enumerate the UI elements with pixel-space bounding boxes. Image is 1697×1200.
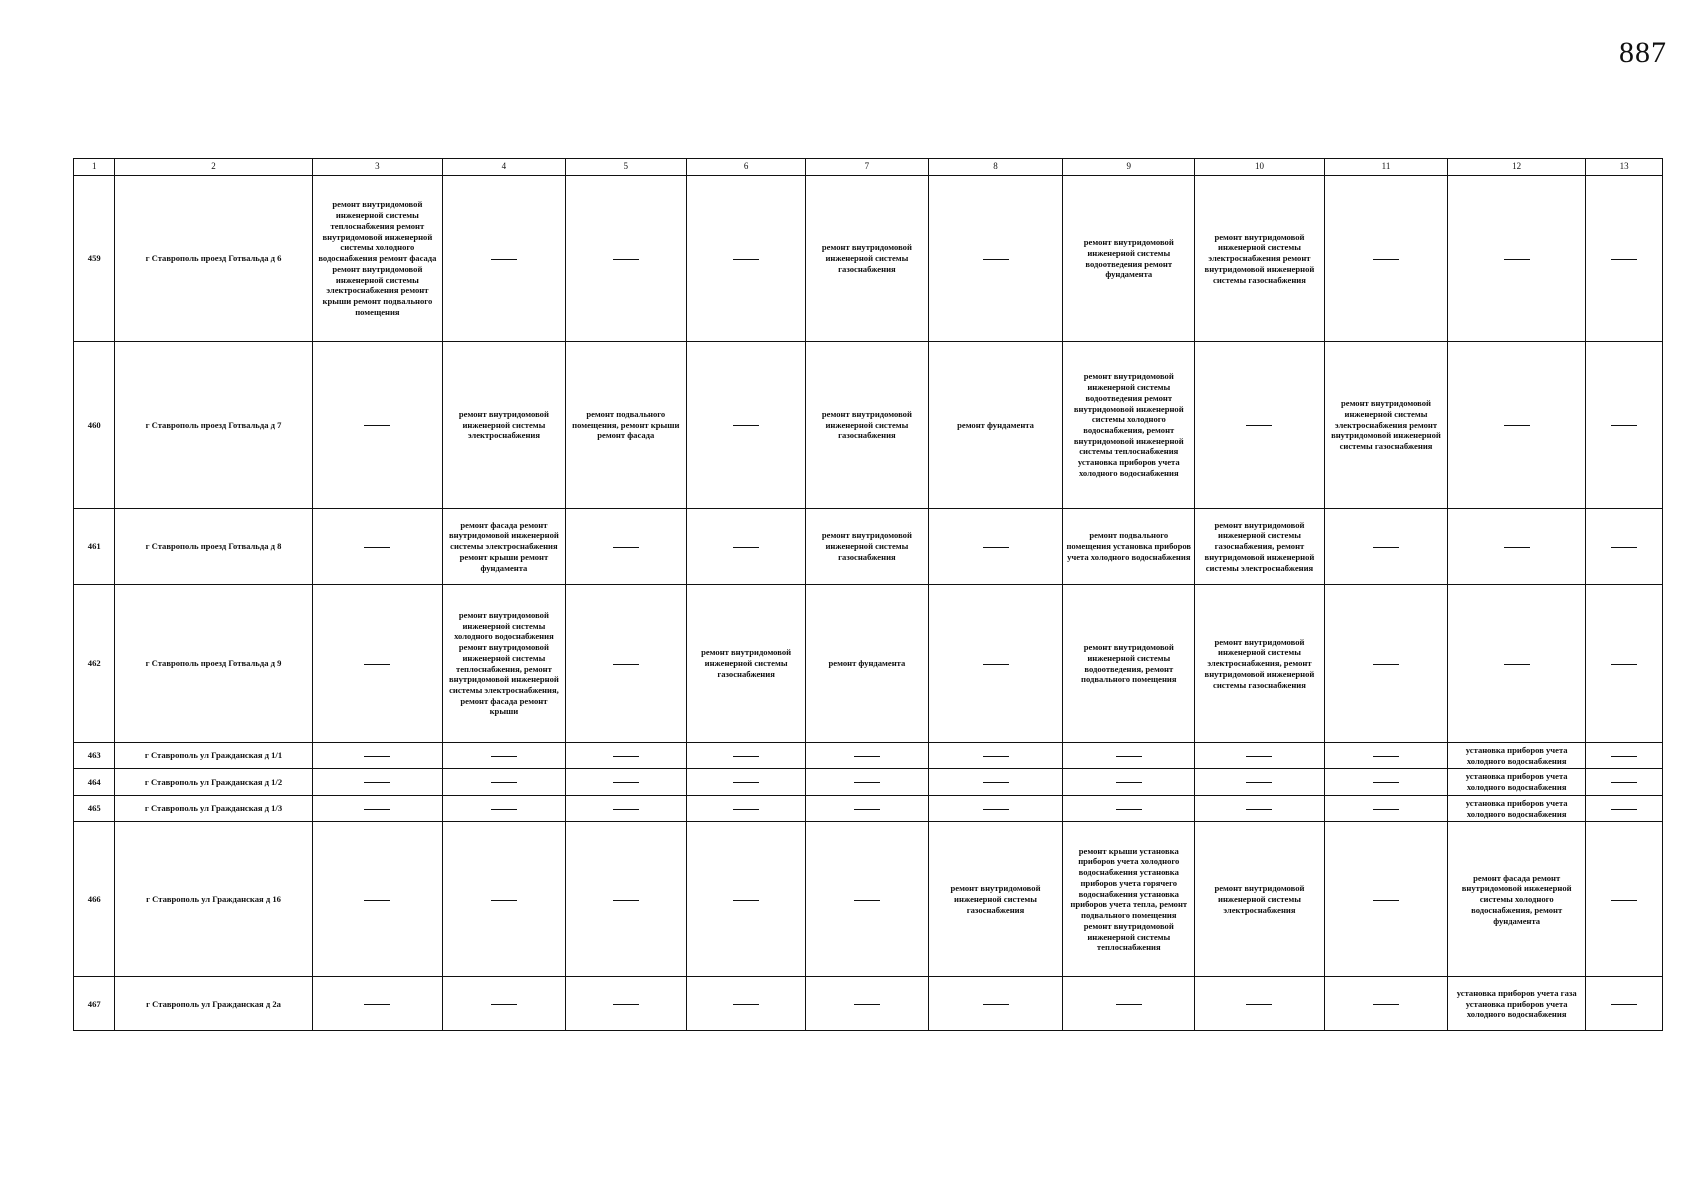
dash-mark — [491, 1004, 517, 1005]
work-cell: ремонт внутридомовой инженерной системы холодного водоснабжения ремонт внутридомовой инженерной системы теплоснабжения, ремонт внутридомовой инженерной системы электроснабжения, ремонт фасада ремонт крыши — [443, 585, 565, 743]
dash-mark — [1373, 809, 1399, 810]
column-header: 11 — [1324, 159, 1447, 176]
empty-cell — [1586, 822, 1663, 977]
dash-mark — [1504, 547, 1530, 548]
table-body — [74, 176, 1663, 1031]
row-number: 464 — [74, 769, 115, 795]
empty-cell — [686, 743, 805, 769]
empty-cell — [1195, 342, 1325, 509]
work-cell: установка приборов учета газа установка приборов учета холодного водоснабжения — [1448, 977, 1586, 1031]
empty-cell — [806, 795, 928, 821]
works-table — [73, 158, 1663, 1031]
empty-cell — [928, 795, 1063, 821]
empty-cell — [565, 509, 686, 585]
dash-mark — [1504, 664, 1530, 665]
empty-cell — [686, 977, 805, 1031]
dash-mark — [491, 756, 517, 757]
empty-cell — [686, 769, 805, 795]
dash-mark — [613, 547, 639, 548]
empty-cell — [928, 509, 1063, 585]
address-cell: г Ставрополь проезд Готвальда д 6 — [115, 176, 312, 342]
dash-mark — [1611, 664, 1637, 665]
dash-mark — [733, 1004, 759, 1005]
work-cell: ремонт внутридомовой инженерной системы газоснабжения — [806, 342, 928, 509]
table-row — [74, 509, 1663, 585]
dash-mark — [1116, 1004, 1142, 1005]
work-cell: установка приборов учета холодного водоснабжения — [1448, 795, 1586, 821]
empty-cell — [1448, 176, 1586, 342]
work-cell: ремонт внутридомовой инженерной системы газоснабжения — [928, 822, 1063, 977]
empty-cell — [565, 769, 686, 795]
empty-cell — [1195, 977, 1325, 1031]
dash-mark — [491, 782, 517, 783]
dash-mark — [1611, 809, 1637, 810]
empty-cell — [928, 769, 1063, 795]
dash-mark — [364, 756, 390, 757]
dash-mark — [983, 259, 1009, 260]
dash-mark — [613, 259, 639, 260]
column-header: 13 — [1586, 159, 1663, 176]
empty-cell — [1586, 509, 1663, 585]
empty-cell — [806, 769, 928, 795]
work-cell: ремонт крыши установка приборов учета холодного водоснабжения установка приборов учета горячего водоснабжения установка приборов учета тепла, ремонт подвального помещения ремонт внутридомовой инженерной системы теплоснабжения — [1063, 822, 1195, 977]
dash-mark — [733, 547, 759, 548]
work-cell: ремонт внутридомовой инженерной системы электроснабжения — [1195, 822, 1325, 977]
work-cell: ремонт фасада ремонт внутридомовой инженерной системы электроснабжения ремонт крыши ремонт фундамента — [443, 509, 565, 585]
dash-mark — [983, 1004, 1009, 1005]
empty-cell — [443, 977, 565, 1031]
dash-mark — [1373, 664, 1399, 665]
empty-cell — [443, 795, 565, 821]
dash-mark — [1116, 782, 1142, 783]
empty-cell — [1586, 585, 1663, 743]
dash-mark — [364, 809, 390, 810]
empty-cell — [443, 822, 565, 977]
column-header: 4 — [443, 159, 565, 176]
address-cell: г Ставрополь проезд Готвальда д 9 — [115, 585, 312, 743]
work-cell: ремонт фасада ремонт внутридомовой инженерной системы холодного водоснабжения, ремонт фундамента — [1448, 822, 1586, 977]
dash-mark — [491, 259, 517, 260]
dash-mark — [1246, 782, 1272, 783]
dash-mark — [1373, 547, 1399, 548]
empty-cell — [1195, 769, 1325, 795]
work-cell: ремонт внутридомовой инженерной системы электроснабжения, ремонт внутридомовой инженерной системы газоснабжения — [1195, 585, 1325, 743]
dash-mark — [983, 756, 1009, 757]
dash-mark — [733, 900, 759, 901]
row-number: 460 — [74, 342, 115, 509]
empty-cell — [806, 743, 928, 769]
dash-mark — [854, 900, 880, 901]
dash-mark — [1116, 756, 1142, 757]
column-header: 10 — [1195, 159, 1325, 176]
work-cell: ремонт внутридомовой инженерной системы газоснабжения — [806, 176, 928, 342]
empty-cell — [928, 176, 1063, 342]
empty-cell — [1324, 509, 1447, 585]
work-cell: ремонт внутридомовой инженерной системы электроснабжения — [443, 342, 565, 509]
table-row — [74, 176, 1663, 342]
empty-cell — [1324, 822, 1447, 977]
address-cell: г Ставрополь проезд Готвальда д 7 — [115, 342, 312, 509]
dash-mark — [1246, 756, 1272, 757]
address-cell: г Ставрополь ул Гражданская д 1/3 — [115, 795, 312, 821]
empty-cell — [1063, 743, 1195, 769]
dash-mark — [1246, 809, 1272, 810]
address-cell: г Ставрополь ул Гражданская д 16 — [115, 822, 312, 977]
row-number: 465 — [74, 795, 115, 821]
dash-mark — [491, 809, 517, 810]
dash-mark — [1373, 1004, 1399, 1005]
column-header: 12 — [1448, 159, 1586, 176]
dash-mark — [1611, 1004, 1637, 1005]
row-number: 459 — [74, 176, 115, 342]
address-cell: г Ставрополь ул Гражданская д 1/1 — [115, 743, 312, 769]
dash-mark — [854, 809, 880, 810]
dash-mark — [1611, 756, 1637, 757]
empty-cell — [1063, 977, 1195, 1031]
row-number: 467 — [74, 977, 115, 1031]
empty-cell — [312, 509, 443, 585]
page-number: 887 — [1619, 36, 1667, 69]
empty-cell — [1063, 795, 1195, 821]
empty-cell — [1586, 176, 1663, 342]
work-cell: ремонт внутридомовой инженерной системы водоотведения, ремонт подвального помещения — [1063, 585, 1195, 743]
dash-mark — [364, 664, 390, 665]
address-cell: г Ставрополь проезд Готвальда д 8 — [115, 509, 312, 585]
empty-cell — [1324, 743, 1447, 769]
row-number: 463 — [74, 743, 115, 769]
address-cell: г Ставрополь ул Гражданская д 1/2 — [115, 769, 312, 795]
work-cell: установка приборов учета холодного водоснабжения — [1448, 769, 1586, 795]
empty-cell — [1448, 342, 1586, 509]
dash-mark — [1611, 782, 1637, 783]
dash-mark — [613, 809, 639, 810]
dash-mark — [733, 425, 759, 426]
work-cell: ремонт внутридомовой инженерной системы водоотведения ремонт внутридомовой инженерной системы холодного водоснабжения, ремонт внутридомовой инженерной системы теплоснабжения установка приборов учета холодного водоснабжения — [1063, 342, 1195, 509]
empty-cell — [1586, 769, 1663, 795]
empty-cell — [1195, 743, 1325, 769]
dash-mark — [983, 809, 1009, 810]
empty-cell — [928, 585, 1063, 743]
dash-mark — [364, 547, 390, 548]
empty-cell — [1586, 977, 1663, 1031]
row-number: 466 — [74, 822, 115, 977]
dash-mark — [491, 900, 517, 901]
column-header: 8 — [928, 159, 1063, 176]
table-row — [74, 977, 1663, 1031]
column-header: 7 — [806, 159, 928, 176]
dash-mark — [1611, 425, 1637, 426]
dash-mark — [613, 1004, 639, 1005]
empty-cell — [312, 342, 443, 509]
empty-cell — [312, 822, 443, 977]
table-row — [74, 795, 1663, 821]
empty-cell — [928, 743, 1063, 769]
dash-mark — [364, 425, 390, 426]
empty-cell — [806, 977, 928, 1031]
empty-cell — [806, 822, 928, 977]
empty-cell — [686, 342, 805, 509]
empty-cell — [312, 769, 443, 795]
column-header: 1 — [74, 159, 115, 176]
empty-cell — [565, 585, 686, 743]
empty-cell — [312, 585, 443, 743]
empty-cell — [1586, 342, 1663, 509]
dash-mark — [364, 782, 390, 783]
work-cell: ремонт внутридомовой инженерной системы электроснабжения ремонт внутридомовой инженерной системы газоснабжения — [1195, 176, 1325, 342]
dash-mark — [1611, 547, 1637, 548]
empty-cell — [312, 977, 443, 1031]
work-cell: ремонт фундамента — [928, 342, 1063, 509]
row-number: 462 — [74, 585, 115, 743]
table-row — [74, 769, 1663, 795]
dash-mark — [733, 756, 759, 757]
empty-cell — [1448, 509, 1586, 585]
empty-cell — [312, 743, 443, 769]
dash-mark — [983, 782, 1009, 783]
empty-cell — [565, 822, 686, 977]
dash-mark — [854, 782, 880, 783]
dash-mark — [1246, 425, 1272, 426]
column-header: 9 — [1063, 159, 1195, 176]
dash-mark — [1116, 809, 1142, 810]
work-cell: ремонт внутридомовой инженерной системы теплоснабжения ремонт внутридомовой инженерной системы холодного водоснабжения ремонт фасада ремонт внутридомовой инженерной системы электроснабжения ремонт крыши ремонт подвального помещения — [312, 176, 443, 342]
dash-mark — [1373, 756, 1399, 757]
empty-cell — [686, 795, 805, 821]
empty-cell — [1324, 795, 1447, 821]
dash-mark — [1373, 782, 1399, 783]
work-cell: установка приборов учета холодного водоснабжения — [1448, 743, 1586, 769]
dash-mark — [1504, 259, 1530, 260]
empty-cell — [443, 769, 565, 795]
table-row — [74, 822, 1663, 977]
dash-mark — [733, 259, 759, 260]
empty-cell — [565, 743, 686, 769]
empty-cell — [1324, 769, 1447, 795]
empty-cell — [1448, 585, 1586, 743]
work-cell: ремонт внутридомовой инженерной системы водоотведения ремонт фундамента — [1063, 176, 1195, 342]
address-cell: г Ставрополь ул Гражданская д 2а — [115, 977, 312, 1031]
dash-mark — [613, 900, 639, 901]
column-header: 6 — [686, 159, 805, 176]
dash-mark — [364, 1004, 390, 1005]
empty-cell — [443, 176, 565, 342]
empty-cell — [686, 509, 805, 585]
dash-mark — [1373, 259, 1399, 260]
dash-mark — [1611, 259, 1637, 260]
empty-cell — [1324, 977, 1447, 1031]
empty-cell — [1586, 743, 1663, 769]
table-row — [74, 585, 1663, 743]
empty-cell — [565, 176, 686, 342]
dash-mark — [1504, 425, 1530, 426]
empty-cell — [565, 795, 686, 821]
table-row — [74, 743, 1663, 769]
work-cell: ремонт внутридомовой инженерной системы электроснабжения ремонт внутридомовой инженерной системы газоснабжения — [1324, 342, 1447, 509]
dash-mark — [613, 782, 639, 783]
empty-cell — [1586, 795, 1663, 821]
work-cell: ремонт внутридомовой инженерной системы газоснабжения, ремонт внутридомовой инженерной системы электроснабжения — [1195, 509, 1325, 585]
header-row — [74, 159, 1663, 176]
dash-mark — [364, 900, 390, 901]
dash-mark — [854, 1004, 880, 1005]
work-cell: ремонт внутридомовой инженерной системы газоснабжения — [806, 509, 928, 585]
column-header: 5 — [565, 159, 686, 176]
empty-cell — [1195, 795, 1325, 821]
dash-mark — [854, 756, 880, 757]
empty-cell — [443, 743, 565, 769]
column-header: 2 — [115, 159, 312, 176]
row-number: 461 — [74, 509, 115, 585]
empty-cell — [1324, 176, 1447, 342]
empty-cell — [686, 822, 805, 977]
empty-cell — [1063, 769, 1195, 795]
dash-mark — [1246, 1004, 1272, 1005]
work-cell: ремонт внутридомовой инженерной системы газоснабжения — [686, 585, 805, 743]
dash-mark — [613, 756, 639, 757]
empty-cell — [686, 176, 805, 342]
dash-mark — [733, 809, 759, 810]
dash-mark — [1373, 900, 1399, 901]
column-header: 3 — [312, 159, 443, 176]
table-row — [74, 342, 1663, 509]
empty-cell — [1324, 585, 1447, 743]
empty-cell — [312, 795, 443, 821]
work-cell: ремонт фундамента — [806, 585, 928, 743]
dash-mark — [733, 782, 759, 783]
empty-cell — [565, 977, 686, 1031]
dash-mark — [1611, 900, 1637, 901]
dash-mark — [613, 664, 639, 665]
empty-cell — [928, 977, 1063, 1031]
work-cell: ремонт подвального помещения установка приборов учета холодного водоснабжения — [1063, 509, 1195, 585]
work-cell: ремонт подвального помещения, ремонт крыши ремонт фасада — [565, 342, 686, 509]
dash-mark — [983, 664, 1009, 665]
dash-mark — [983, 547, 1009, 548]
